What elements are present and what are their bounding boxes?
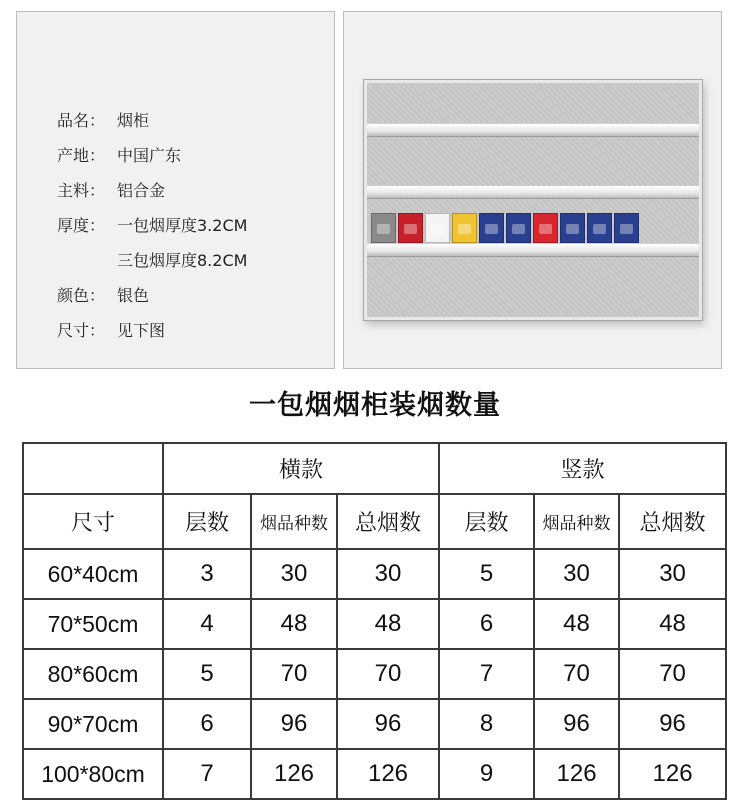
size-cell: 60*40cm — [23, 549, 163, 599]
spec-row-name — [57, 102, 247, 137]
header-size: 尺寸 — [23, 494, 163, 549]
header-h-layers: 层数 — [163, 494, 251, 549]
h-layers-cell: 5 — [163, 649, 251, 699]
spec-key: 产地： — [57, 146, 106, 165]
v-total-cell: 30 — [619, 549, 726, 599]
table-header-row-1 — [23, 443, 726, 494]
header-h-total: 总烟数 — [337, 494, 439, 549]
v-layers-cell: 7 — [439, 649, 534, 699]
v-layers-cell: 5 — [439, 549, 534, 599]
spec-key: 品名： — [57, 111, 106, 130]
header-v-total: 总烟数 — [619, 494, 726, 549]
h-layers-cell: 4 — [163, 599, 251, 649]
v-varieties-cell: 96 — [534, 699, 619, 749]
spec-list — [57, 102, 247, 347]
v-varieties-cell: 48 — [534, 599, 619, 649]
spec-value: 一包烟厚度3.2CM — [117, 216, 248, 235]
table-header-row-2 — [23, 494, 726, 549]
spec-value: 见下图 — [117, 321, 166, 340]
table-row — [23, 599, 726, 649]
size-cell: 100*80cm — [23, 749, 163, 799]
shelf-rail — [367, 185, 699, 199]
cigarette-pack — [479, 213, 504, 243]
header-h-varieties: 烟品种数 — [251, 494, 337, 549]
cigarette-pack — [587, 213, 612, 243]
table-row — [23, 749, 726, 799]
spec-panel — [16, 11, 335, 369]
spec-value: 中国广东 — [117, 146, 182, 165]
shelf-rail — [367, 243, 699, 257]
cigarette-cabinet-image — [364, 80, 702, 320]
v-varieties-cell: 30 — [534, 549, 619, 599]
h-varieties-cell: 48 — [251, 599, 337, 649]
table-title: 一包烟烟柜装烟数量 — [249, 390, 501, 421]
spec-row-thickness-2 — [57, 242, 247, 277]
v-varieties-cell: 70 — [534, 649, 619, 699]
spec-key: 颜色： — [57, 286, 106, 305]
capacity-table — [22, 442, 727, 800]
h-varieties-cell: 70 — [251, 649, 337, 699]
v-layers-cell: 9 — [439, 749, 534, 799]
size-cell: 70*50cm — [23, 599, 163, 649]
spec-row-material — [57, 172, 247, 207]
cigarette-pack — [371, 213, 396, 243]
h-total-cell: 126 — [337, 749, 439, 799]
v-total-cell: 96 — [619, 699, 726, 749]
header-empty-cell — [23, 443, 163, 494]
spec-key: 厚度： — [57, 216, 106, 235]
spec-row-thickness — [57, 207, 247, 242]
v-varieties-cell: 126 — [534, 749, 619, 799]
cigarette-packs — [371, 213, 639, 243]
spec-row-color — [57, 277, 247, 312]
h-varieties-cell: 126 — [251, 749, 337, 799]
v-layers-cell: 8 — [439, 699, 534, 749]
v-total-cell: 126 — [619, 749, 726, 799]
v-layers-cell: 6 — [439, 599, 534, 649]
spec-key: 主料： — [57, 181, 106, 200]
product-image-panel — [343, 11, 722, 369]
cigarette-pack — [506, 213, 531, 243]
spec-value: 银色 — [117, 286, 150, 305]
table-row — [23, 699, 726, 749]
header-v-layers: 层数 — [439, 494, 534, 549]
v-total-cell: 70 — [619, 649, 726, 699]
h-varieties-cell: 96 — [251, 699, 337, 749]
spec-value: 烟柜 — [117, 111, 150, 130]
cigarette-pack — [425, 213, 450, 243]
cigarette-pack — [614, 213, 639, 243]
h-layers-cell: 7 — [163, 749, 251, 799]
v-total-cell: 48 — [619, 599, 726, 649]
header-horizontal: 横款 — [163, 443, 439, 494]
cigarette-pack — [533, 213, 558, 243]
spec-row-size — [57, 312, 247, 347]
header-v-varieties: 烟品种数 — [534, 494, 619, 549]
spec-key: 尺寸： — [57, 321, 106, 340]
shelf-rail — [367, 123, 699, 137]
h-layers-cell: 3 — [163, 549, 251, 599]
spec-row-origin — [57, 137, 247, 172]
h-total-cell: 96 — [337, 699, 439, 749]
size-cell: 90*70cm — [23, 699, 163, 749]
h-total-cell: 70 — [337, 649, 439, 699]
spec-value: 铝合金 — [117, 181, 166, 200]
h-total-cell: 48 — [337, 599, 439, 649]
table-row — [23, 549, 726, 599]
header-vertical: 竖款 — [439, 443, 726, 494]
cigarette-pack — [452, 213, 477, 243]
table-row — [23, 649, 726, 699]
size-cell: 80*60cm — [23, 649, 163, 699]
h-layers-cell: 6 — [163, 699, 251, 749]
h-total-cell: 30 — [337, 549, 439, 599]
spec-value: 三包烟厚度8.2CM — [117, 251, 248, 270]
h-varieties-cell: 30 — [251, 549, 337, 599]
cigarette-pack — [398, 213, 423, 243]
cigarette-pack — [560, 213, 585, 243]
